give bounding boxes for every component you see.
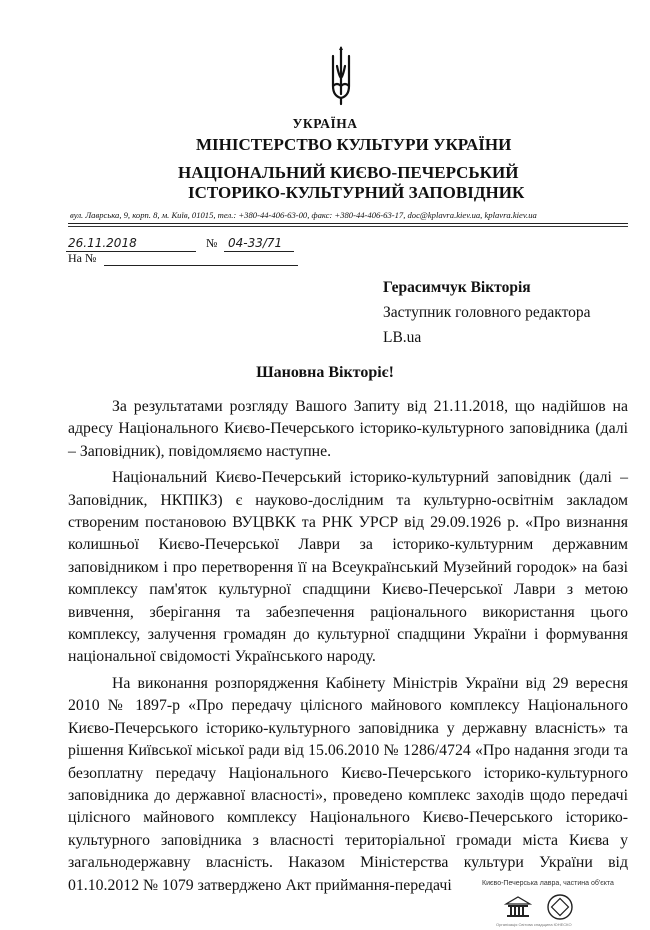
letter-body [68, 396, 628, 901]
paragraph: За результатами розгляду Вашого Запиту від 21.11.2018, що надійшов на адресу Національного Києво-Печерського історико-культурного заповідника (далі – Заповідник), повідомляємо наступне. [68, 398, 628, 460]
recipient-position: Заступник головного редактора [383, 304, 591, 321]
recipient-organization: LB.ua [383, 329, 422, 346]
registration-date: 26.11.2018 [68, 236, 137, 250]
header-divider-thin [68, 226, 628, 227]
reply-to-label: На № [68, 251, 97, 265]
header-reserve-line1: НАЦІОНАЛЬНИЙ КИЄВО-ПЕЧЕРСЬКИЙ [178, 163, 519, 182]
salutation: Шановна Вікторіє! [256, 364, 394, 381]
recipient-block [383, 275, 591, 350]
heritage-label: Києво-Печерська лавра, частина об'єкта [482, 880, 614, 887]
header-country: УКРАЇНА [292, 116, 358, 131]
unesco-logo-icon [504, 895, 532, 919]
tryzub-emblem-icon [328, 46, 354, 106]
reply-to-underline [104, 265, 298, 266]
paragraph: На виконання розпорядження Кабінету Міністрів України від 29 вересня 2010 № 1897-р «Про передачу цілісного майнового комплексу Національного Києво-Печерського історико-культурного заповідника у державну власність» та рішення Київської міської ради від 15.06.2010 № 1286/4724 «Про надання згоди та безоплатну передачу Національного Києво-Печерського історико-культурного заповідника до державної власності», проведено комплекс заходів щодо передачі цілісного майнового комплексу Національного Києво-Печерського історико-культурного заповідника з власності територіальної громади міста Києва у загальнодержавну власність. Наказом Міністерства культури України від 01.10.2012 № 1079 затверджено Акт приймання-передачі [68, 674, 628, 894]
world-heritage-emblem-icon [546, 893, 574, 921]
footer-small-text: Організація Світова спадщина ЮНЕСКО [496, 922, 572, 927]
registration-number: 04-33/71 [228, 236, 283, 250]
paragraph: Національний Києво-Печерський історико-культурний заповідник (далі – Заповідник, НКПІКЗ) є науково-дослідним та культурно-освітнім закладом створеним постановою ВУЦВКК та РНК УРСР від 29.09.1926 р. «Про визнання колишньої Києво-Печерської Лаври за історико-культурним державним заповідником і про перетворення її на Всеукраїнський Музейний городок» на базі комплексу пам'яток культурної спадщини Києво-Печерської Лаври з метою вивчення, зберігання та забезпечення раціонального використання цього комплексу, залучення громадян до культурної спадщини України і формування національної свідомості Українського народу. [68, 469, 628, 666]
header-contacts: вул. Лаврська, 9, корп. 8, м. Київ, 01015, тел.: +380-44-406-63-00, факс: +380-44-406-63-17, doc@kplavra.kiev.ua, kplavra.kiev.ua [70, 210, 537, 220]
header-reserve-line2: ІСТОРИКО-КУЛЬТУРНИЙ ЗАПОВІДНИК [188, 183, 525, 202]
registration-number-label: № [206, 236, 218, 250]
number-underline [224, 251, 294, 252]
header-divider [68, 223, 628, 224]
header-ministry: МІНІСТЕРСТВО КУЛЬТУРИ УКРАЇНИ [196, 135, 512, 154]
recipient-name: Герасимчук Вікторія [383, 279, 531, 296]
